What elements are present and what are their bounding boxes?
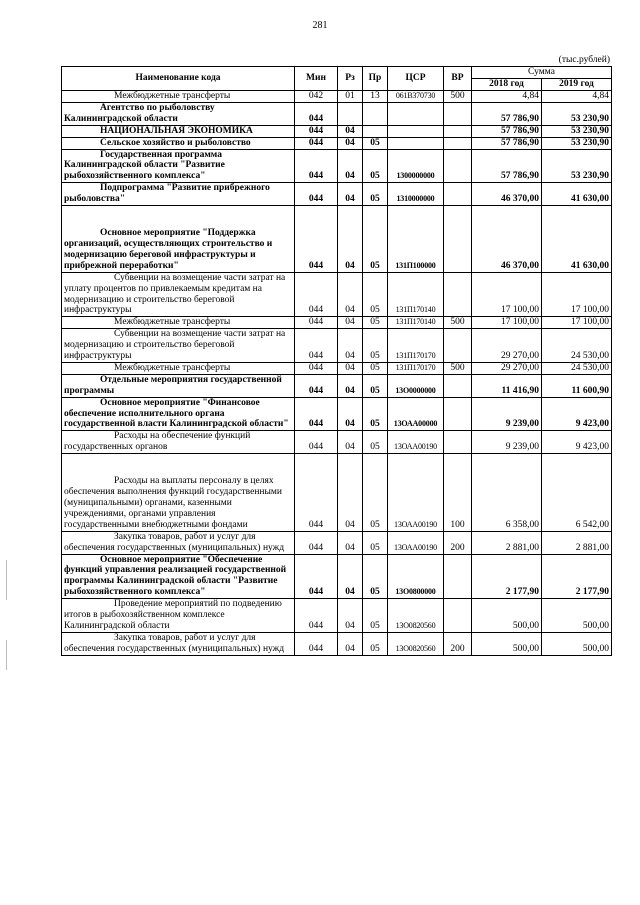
row-value-2019: 53 230,90 [542,125,612,137]
col-2019-header: 2019 год [542,79,612,91]
row-pr: 05 [363,149,388,183]
table-body [62,91,612,656]
row-min: 044 [295,102,338,125]
row-value-2019: 500,00 [542,632,612,655]
row-vr: 500 [444,91,472,103]
row-min: 044 [295,362,338,374]
row-rz: 04 [338,397,363,431]
scan-artifact [6,560,7,600]
col-rz-header: Рз [338,67,363,91]
row-value-2018: 57 786,90 [472,102,542,125]
row-value-2019: 9 423,00 [542,397,612,431]
row-rz: 04 [338,329,363,363]
row-value-2019: 53 230,90 [542,149,612,183]
row-pr: 05 [363,329,388,363]
row-value-2019: 500,00 [542,599,612,633]
table-row [62,125,612,137]
row-name: Агентство по рыболовству Калининградской области [62,102,295,125]
row-rz: 04 [338,137,363,149]
row-rz: 04 [338,554,363,599]
row-csr: 131П170140 [388,272,444,317]
row-value-2019: 9 423,00 [542,431,612,454]
row-name: Межбюджетные трансферты [62,362,295,374]
row-vr [444,183,472,206]
col-pr-header: Пр [363,67,388,91]
row-rz: 04 [338,317,363,329]
row-name: Основное мероприятие "Поддержка организаций, осуществляющих строительство и модернизацию береговой инфраструктуры и прибрежной переработки" [62,206,295,273]
row-pr: 05 [363,531,388,554]
table-row [62,454,612,532]
row-min: 044 [295,317,338,329]
row-name: Субвенции на возмещение части затрат на модернизацию и строительство береговой инфраструктуры [62,329,295,363]
row-rz: 04 [338,206,363,273]
table-row [62,137,612,149]
scan-artifact [6,640,7,670]
table-row [62,272,612,317]
row-value-2019: 24 530,00 [542,362,612,374]
row-name: Подпрограмма "Развитие прибрежного рыболовства" [62,183,295,206]
row-min: 044 [295,329,338,363]
row-vr: 500 [444,362,472,374]
row-csr: 1310000000 [388,183,444,206]
row-value-2019: 53 230,90 [542,137,612,149]
row-name: Расходы на обеспечение функций государственных органов [62,431,295,454]
row-rz: 04 [338,599,363,633]
table-row [62,531,612,554]
row-csr [388,137,444,149]
row-value-2019: 17 100,00 [542,317,612,329]
row-value-2018: 57 786,90 [472,137,542,149]
row-value-2018: 500,00 [472,632,542,655]
row-vr: 200 [444,531,472,554]
row-value-2018: 11 416,90 [472,374,542,397]
col-2018-header: 2018 год [472,79,542,91]
row-vr [444,431,472,454]
col-csr-header: ЦСР [388,67,444,91]
row-min: 044 [295,137,338,149]
budget-table [61,66,612,656]
row-value-2019: 53 230,90 [542,102,612,125]
row-csr: 131П170170 [388,329,444,363]
row-value-2019: 2 177,90 [542,554,612,599]
row-csr: 131П170140 [388,317,444,329]
row-value-2019: 11 600,90 [542,374,612,397]
row-vr [444,374,472,397]
col-name-header: Наименование кода [62,67,295,91]
row-name: Межбюджетные трансферты [62,317,295,329]
row-min: 044 [295,125,338,137]
row-pr: 05 [363,454,388,532]
row-csr: 13О0800000 [388,554,444,599]
row-rz: 04 [338,531,363,554]
row-pr: 05 [363,599,388,633]
row-name: НАЦИОНАЛЬНАЯ ЭКОНОМИКА [62,125,295,137]
row-min: 044 [295,531,338,554]
table-row [62,317,612,329]
row-value-2019: 6 542,00 [542,454,612,532]
row-value-2018: 9 239,00 [472,431,542,454]
row-value-2018: 6 358,00 [472,454,542,532]
table-row [62,149,612,183]
row-vr: 100 [444,454,472,532]
row-rz: 01 [338,91,363,103]
row-value-2019: 2 881,00 [542,531,612,554]
row-value-2018: 46 370,00 [472,206,542,273]
row-vr: 200 [444,632,472,655]
row-pr: 05 [363,362,388,374]
row-name: Закупка товаров, работ и услуг для обеспечения государственных (муниципальных) нужд [62,632,295,655]
row-value-2018: 17 100,00 [472,272,542,317]
col-sum-header: Сумма [472,67,612,79]
row-min: 044 [295,599,338,633]
row-min: 044 [295,454,338,532]
row-pr: 05 [363,431,388,454]
row-rz: 04 [338,454,363,532]
units-label: (тыс.рублей) [558,55,610,65]
row-rz: 04 [338,272,363,317]
row-vr [444,102,472,125]
row-vr [444,125,472,137]
row-value-2018: 57 786,90 [472,125,542,137]
table-row [62,329,612,363]
row-value-2019: 4,84 [542,91,612,103]
table-row [62,431,612,454]
row-vr [444,137,472,149]
row-vr: 500 [444,317,472,329]
row-min: 044 [295,554,338,599]
row-value-2018: 500,00 [472,599,542,633]
row-min: 044 [295,183,338,206]
row-rz: 04 [338,125,363,137]
row-value-2019: 17 100,00 [542,272,612,317]
row-pr [363,102,388,125]
row-value-2019: 24 530,00 [542,329,612,363]
row-vr [444,397,472,431]
table-row [62,374,612,397]
row-csr: 131П170170 [388,362,444,374]
row-pr: 05 [363,317,388,329]
row-vr [444,554,472,599]
row-csr: 13ОАА00190 [388,531,444,554]
row-name: Субвенции на возмещение части затрат на уплату процентов по привлекаемым кредитам на модернизацию и строительство береговой инфраструктуры [62,272,295,317]
row-name: Основное мероприятие "Обеспечение функций управления реализацией государственной программы Калининградской области "Развитие рыбохозяйственного комплекса" [62,554,295,599]
table-row [62,554,612,599]
table-row [62,91,612,103]
row-pr: 05 [363,137,388,149]
row-pr: 05 [363,206,388,273]
row-name: Основное мероприятие "Финансовое обеспечение исполнительного органа государственной власти Калининградской области" [62,397,295,431]
row-csr: 13ОАА00000 [388,397,444,431]
row-csr: 131П100000 [388,206,444,273]
row-csr [388,125,444,137]
row-rz [338,102,363,125]
row-rz: 04 [338,374,363,397]
row-csr: 13ОАА00190 [388,431,444,454]
row-value-2018: 4,84 [472,91,542,103]
row-name: Государственная программа Калининградской области "Развитие рыбохозяйственного комплекса" [62,149,295,183]
row-min: 044 [295,272,338,317]
table-row [62,206,612,273]
table-row [62,183,612,206]
row-rz: 04 [338,183,363,206]
row-rz: 04 [338,431,363,454]
row-rz: 04 [338,362,363,374]
row-name: Расходы на выплаты персоналу в целях обеспечения выполнения функций государственными (муниципальными) органами, казенными учреждениями, органами управления государственными внебюджетными фондами [62,454,295,532]
col-vr-header: ВР [444,67,472,91]
row-value-2018: 2 881,00 [472,531,542,554]
row-min: 044 [295,431,338,454]
row-pr: 05 [363,554,388,599]
row-pr: 05 [363,397,388,431]
row-rz: 04 [338,149,363,183]
row-value-2018: 9 239,00 [472,397,542,431]
row-value-2018: 17 100,00 [472,317,542,329]
row-vr [444,272,472,317]
row-min: 044 [295,374,338,397]
row-value-2019: 41 630,00 [542,183,612,206]
row-pr: 13 [363,91,388,103]
table-row [62,599,612,633]
page-number: 281 [312,20,328,31]
row-name: Проведение мероприятий по подведению итогов в рыбохозяйственном комплексе Калининградской области [62,599,295,633]
row-csr [388,102,444,125]
table-row [62,632,612,655]
row-name: Сельское хозяйство и рыболовство [62,137,295,149]
row-min: 044 [295,397,338,431]
row-vr [444,149,472,183]
table-row [62,397,612,431]
row-csr: 1300000000 [388,149,444,183]
row-value-2019: 41 630,00 [542,206,612,273]
row-csr: 13О0820560 [388,599,444,633]
row-name: Межбюджетные трансферты [62,91,295,103]
row-pr: 05 [363,272,388,317]
row-value-2018: 46 370,00 [472,183,542,206]
row-vr [444,329,472,363]
row-pr: 05 [363,374,388,397]
row-min: 044 [295,149,338,183]
row-vr [444,206,472,273]
row-name: Отдельные мероприятия государственной программы [62,374,295,397]
row-value-2018: 29 270,00 [472,329,542,363]
row-value-2018: 29 270,00 [472,362,542,374]
col-min-header: Мин [295,67,338,91]
row-rz: 04 [338,632,363,655]
row-pr: 05 [363,183,388,206]
row-min: 044 [295,206,338,273]
row-vr [444,599,472,633]
row-pr [363,125,388,137]
row-value-2018: 57 786,90 [472,149,542,183]
table-row [62,102,612,125]
row-csr: 13ОАА00190 [388,454,444,532]
row-csr: 13О0820560 [388,632,444,655]
table-row [62,362,612,374]
row-min: 044 [295,632,338,655]
row-name: Закупка товаров, работ и услуг для обеспечения государственных (муниципальных) нужд [62,531,295,554]
row-value-2018: 2 177,90 [472,554,542,599]
row-csr: 061В370730 [388,91,444,103]
row-min: 042 [295,91,338,103]
row-csr: 13О0000000 [388,374,444,397]
row-pr: 05 [363,632,388,655]
